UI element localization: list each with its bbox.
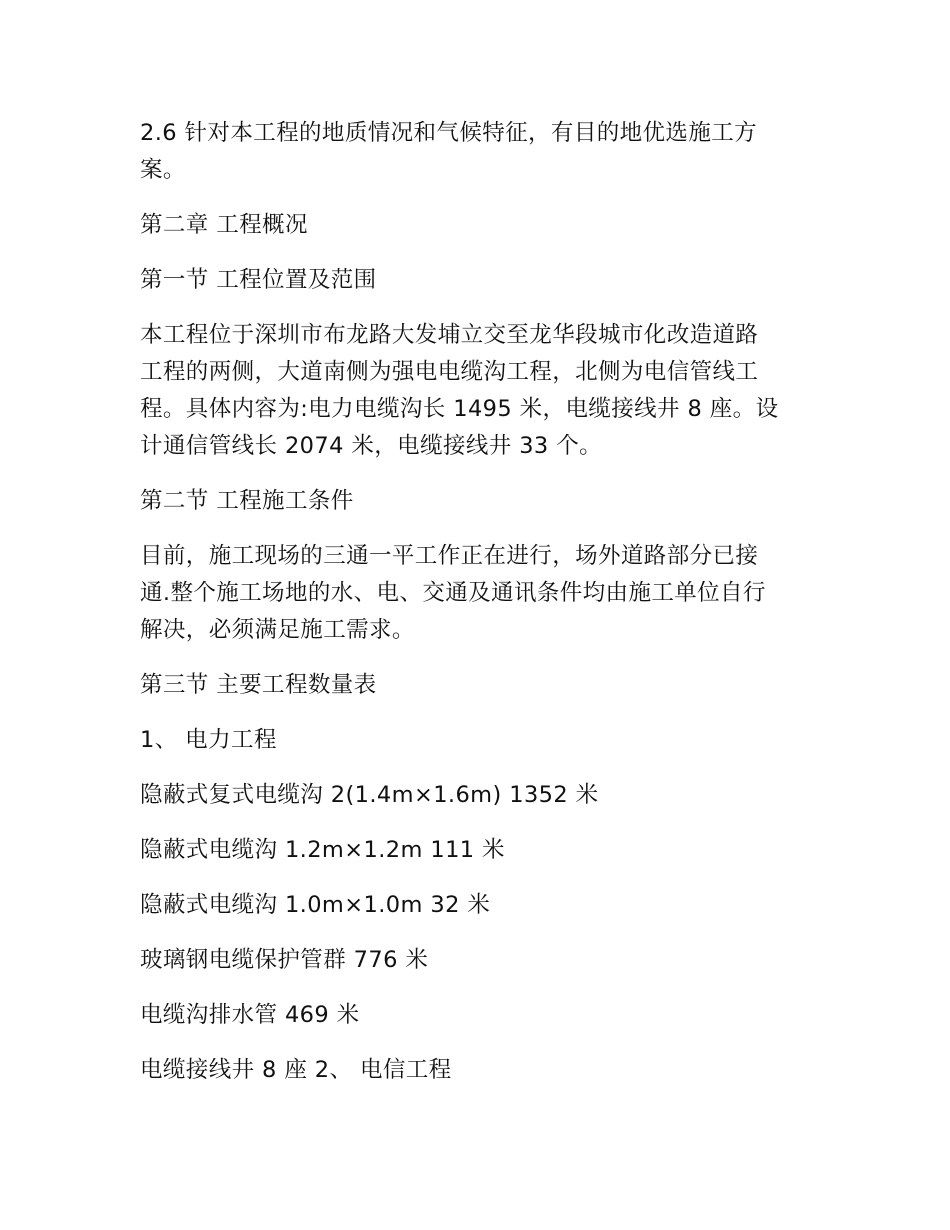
text-line: 2.6 针对本工程的地质情况和气候特征，有目的地优选施工方 [140, 120, 758, 146]
text-line: 本工程位于深圳市布龙路大发埔立交至龙华段城市化改造道路 [140, 322, 759, 348]
text-line: 玻璃钢电缆保护管群 776 米 [140, 947, 429, 973]
text-line: 隐蔽式复式电缆沟 2(1.4m×1.6m) 1352 米 [140, 782, 599, 808]
quantity-item [140, 777, 820, 814]
text-line: 案。 [140, 157, 186, 183]
section-paragraph [140, 115, 820, 189]
text-line: 隐蔽式电缆沟 1.0m×1.0m 32 米 [140, 892, 491, 918]
section-heading [140, 483, 820, 520]
section-heading [140, 667, 820, 704]
text-line: 第三节 主要工程数量表 [140, 672, 377, 698]
text-line: 第一节 工程位置及范围 [140, 267, 377, 293]
text-line: 隐蔽式电缆沟 1.2m×1.2m 111 米 [140, 837, 505, 863]
text-line: 1、 电力工程 [140, 727, 277, 753]
document-body [140, 115, 820, 1089]
quantity-item [140, 1052, 820, 1089]
quantity-item [140, 942, 820, 979]
text-line: 工程的两侧，大道南侧为强电电缆沟工程，北侧为电信管线工 [140, 359, 759, 385]
body-paragraph [140, 317, 820, 465]
body-paragraph [140, 538, 820, 649]
text-line: 通.整个施工场地的水、电、交通及通讯条件均由施工单位自行 [140, 580, 766, 606]
text-line: 第二章 工程概况 [140, 212, 308, 238]
text-line: 程。具体内容为:电力电缆沟长 1495 米，电缆接线井 8 座。设 [140, 396, 779, 422]
text-line: 电缆接线井 8 座 2、 电信工程 [140, 1057, 452, 1083]
text-line: 解决，必须满足施工需求。 [140, 617, 415, 643]
text-line: 第二节 工程施工条件 [140, 488, 354, 514]
chapter-heading [140, 207, 820, 244]
text-line: 计通信管线长 2074 米，电缆接线井 33 个。 [140, 433, 603, 459]
quantity-item [140, 887, 820, 924]
section-heading [140, 262, 820, 299]
quantity-item [140, 997, 820, 1034]
quantity-item [140, 832, 820, 869]
list-heading [140, 722, 820, 759]
text-line: 电缆沟排水管 469 米 [140, 1002, 360, 1028]
text-line: 目前，施工现场的三通一平工作正在进行，场外道路部分已接 [140, 543, 759, 569]
